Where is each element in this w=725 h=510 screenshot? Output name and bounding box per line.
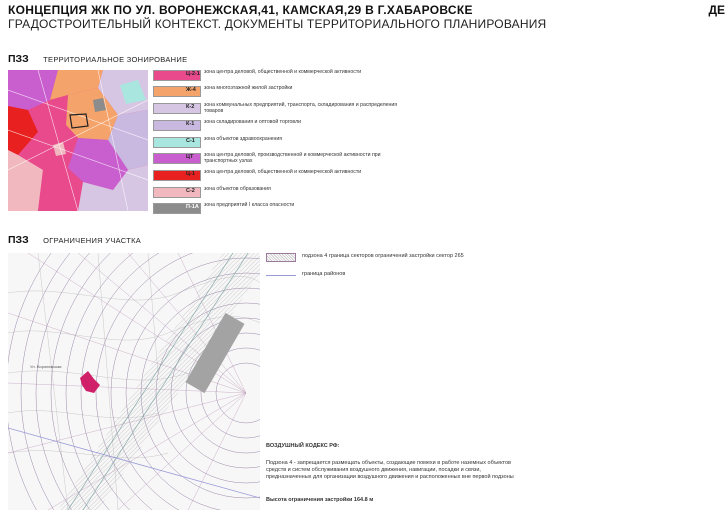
restrictions-legend — [266, 253, 466, 283]
zoning-section-header — [8, 49, 187, 67]
legend-desc: зона центра деловой, общественной и коммерческой активности — [204, 169, 362, 175]
legend-desc: зона коммунальных предприятий, транспорта, складирования и распределения товаров — [204, 102, 398, 114]
page-title: КОНЦЕПЦИЯ ЖК ПО УЛ. ВОРОНЕЖСКАЯ,41, КАМСКАЯ,29 В Г.ХАБАРОВСКЕ — [8, 3, 473, 17]
legend-code: ЦТ — [186, 154, 194, 160]
air-code-heading: ВОЗДУШНЫЙ КОДЕКС РФ: — [266, 443, 340, 449]
legend-code: К-2 — [186, 104, 195, 110]
legend-desc: зона центра деловой, производственной и коммерческой активности при транспортных узлах — [204, 152, 381, 164]
legend-code: С-2 — [186, 188, 195, 194]
legend-desc: зона объектов образования — [204, 186, 271, 192]
zoning-code: ПЗЗ — [8, 53, 29, 65]
legend-item — [153, 203, 403, 215]
legend-item — [153, 120, 403, 132]
restrictions-code: ПЗЗ — [8, 234, 29, 246]
legend-swatch-boundary — [266, 275, 296, 276]
legend-code: Ц-2-1 — [186, 71, 200, 77]
zoning-map — [8, 70, 148, 211]
legend-desc-sector: подзона 4 граница секторов ограничений застройки сектор 265 — [302, 253, 464, 259]
legend-item — [153, 86, 403, 98]
legend-item — [153, 187, 403, 199]
zoning-title: ТЕРРИТОРИАЛЬНОЕ ЗОНИРОВАНИЕ — [43, 55, 188, 64]
legend-item — [153, 170, 403, 182]
restrictions-title: ОГРАНИЧЕНИЯ УЧАСТКА — [43, 236, 142, 245]
legend-item — [153, 153, 403, 165]
legend-desc: зона складирования и оптовой торговли — [204, 119, 301, 125]
legend-item — [153, 137, 403, 149]
legend-desc: зона центра деловой, общественной и коммерческой активности — [204, 69, 362, 75]
legend-code: П-1А — [186, 204, 199, 210]
legend-code: К-1 — [186, 121, 195, 127]
legend-swatch-sector — [266, 253, 296, 262]
legend-desc: зона объектов здравоохранения — [204, 136, 283, 142]
air-code-text: Подзона 4 - запрещается размещать объекты, создающие помехи в работе наземных объектов средств и систем обслуживания воздушного движения, навигации, посадки и связи, предназначенных для организации воздушного движения и расположенных вне первой подзоны — [266, 460, 514, 480]
height-limit-text: Высота ограничения застройки 164.8 м — [266, 497, 374, 503]
legend-swatch — [153, 153, 201, 164]
legend-code: Ж-4 — [186, 87, 196, 93]
legend-item — [153, 103, 403, 115]
corner-label: ДЕ — [708, 3, 725, 17]
legend-item — [153, 70, 403, 82]
legend-desc-boundary: граница районов — [302, 271, 346, 277]
legend-code: Ц-1 — [186, 171, 195, 177]
legend-code: С-1 — [186, 138, 195, 144]
page-subtitle: ГРАДОСТРОИТЕЛЬНЫЙ КОНТЕКСТ. ДОКУМЕНТЫ ТЕРРИТОРИАЛЬНОГО ПЛАНИРОВАНИЯ — [8, 17, 547, 31]
restrictions-map — [8, 253, 260, 510]
legend-desc: зона многоэтажной жилой застройки — [204, 85, 293, 91]
legend-desc: зона предприятий I класса опасности — [204, 202, 295, 208]
map-street-label: Ул. Воронежская — [30, 364, 62, 369]
restrictions-section-header — [8, 230, 141, 248]
